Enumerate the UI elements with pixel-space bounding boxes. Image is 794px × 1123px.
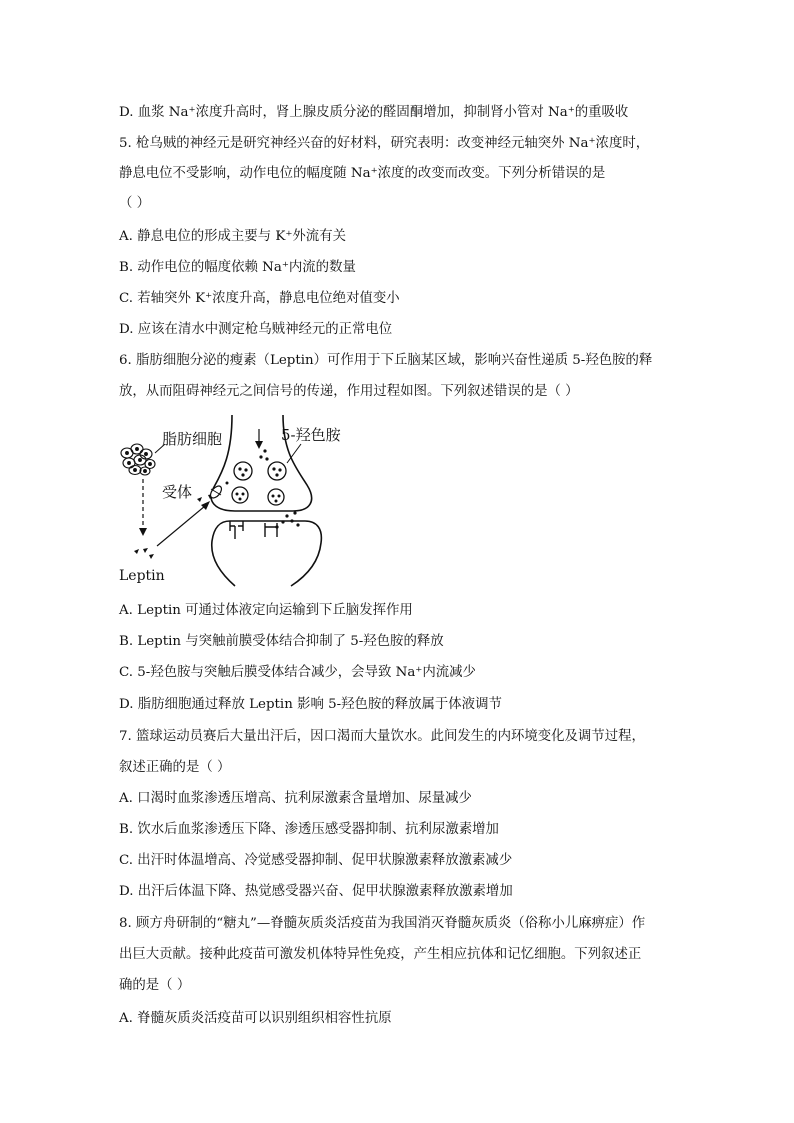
q4-option-d: D. 血浆 Na⁺浓度升高时，肾上腺皮质分泌的醛固酮增加，抑制肾小管对 Na⁺的重吸收 [119, 105, 629, 120]
leptin-synapse-diagram [115, 413, 365, 588]
q7-option-b: B. 饮水后血浆渗透压下降、渗透压感受器抑制、抗利尿激素增加 [119, 822, 499, 837]
q5-stem-line-1: 5. 枪乌贼的神经元是研究神经兴奋的好材料，研究表明：改变神经元轴突外 Na⁺浓度时， [119, 136, 650, 151]
q5-option-d: D. 应该在清水中测定枪乌贼神经元的正常电位 [119, 322, 393, 337]
q5-option-b: B. 动作电位的幅度依赖 Na⁺内流的数量 [119, 260, 356, 275]
q5-answer-blank: （ ） [119, 196, 151, 211]
leptin-molecules-icon [134, 548, 154, 559]
fat-cell-icon [121, 444, 155, 475]
leptin-label: Leptin [119, 568, 165, 584]
arrowhead-icon [255, 441, 263, 449]
q8-stem-line-3: 确的是（ ） [119, 978, 191, 993]
q5-option-c: C. 若轴突外 K⁺浓度升高，静息电位绝对值变小 [119, 291, 400, 306]
q7-option-c: C. 出汗时体温增高、冷觉感受器抑制、促甲状腺激素释放激素减少 [119, 853, 513, 868]
q6-option-b: B. Leptin 与突触前膜受体结合抑制了 5-羟色胺的释放 [119, 634, 444, 649]
released-serotonin-icon [275, 511, 299, 528]
q5-stem-line-2: 静息电位不受影响，动作电位的幅度随 Na⁺浓度的改变而改变。下列分析错误的是 [119, 166, 606, 181]
q5-option-a: A. 静息电位的形成主要与 K⁺外流有关 [119, 229, 346, 244]
q7-stem-line-1: 7. 篮球运动员赛后大量出汗后，因口渴而大量饮水。此间发生的内环境变化及调节过程， [119, 729, 645, 744]
receptor-label: 受体 [162, 483, 193, 501]
q8-stem-line-2: 出巨大贡献。接种此疫苗可激发机体特异性免疫，产生相应抗体和记忆细胞。下列叙述正 [119, 947, 642, 962]
q7-stem-line-2: 叙述正确的是（ ） [119, 760, 231, 775]
fat-cell-label: 脂肪细胞 [162, 430, 223, 448]
q6-option-d: D. 脂肪细胞通过释放 Leptin 影响 5-羟色胺的释放属于体液调节 [119, 697, 502, 712]
q6-stem-line-2: 放，从而阻碍神经元之间信号的传递，作用过程如图。下列叙述错误的是（ ） [119, 384, 579, 399]
postsynaptic-receptor-icon [230, 521, 277, 539]
q8-stem-line-1: 8. 顾方舟研制的“糖丸”—脊髓灰质炎活疫苗为我国消灭脊髓灰质炎（俗称小儿麻痹症）作 [119, 916, 646, 931]
arrowhead-icon [139, 528, 147, 536]
q8-option-a: A. 脊髓灰质炎活疫苗可以识别组织相容性抗原 [119, 1011, 392, 1026]
q7-option-d: D. 出汗后体温下降、热觉感受器兴奋、促甲状腺激素释放激素增加 [119, 884, 513, 899]
leptin-binding-arrow [157, 506, 205, 546]
q6-option-a: A. Leptin 可通过体液定向运输到下丘脑发挥作用 [119, 603, 413, 618]
q7-option-a: A. 口渴时血浆渗透压增高、抗利尿激素含量增加、尿量减少 [119, 791, 472, 806]
q6-stem-line-1: 6. 脂肪细胞分泌的瘦素（Leptin）可作用于下丘脑某区域，影响兴奋性递质 5-羟色胺的释 [119, 353, 653, 368]
serotonin-label: 5-羟色胺 [281, 426, 341, 444]
q6-option-c: C. 5-羟色胺与突触后膜受体结合减少，会导致 Na⁺内流减少 [119, 665, 476, 680]
synaptic-vesicles-icon [226, 462, 287, 505]
postsynaptic-neuron [212, 521, 322, 586]
